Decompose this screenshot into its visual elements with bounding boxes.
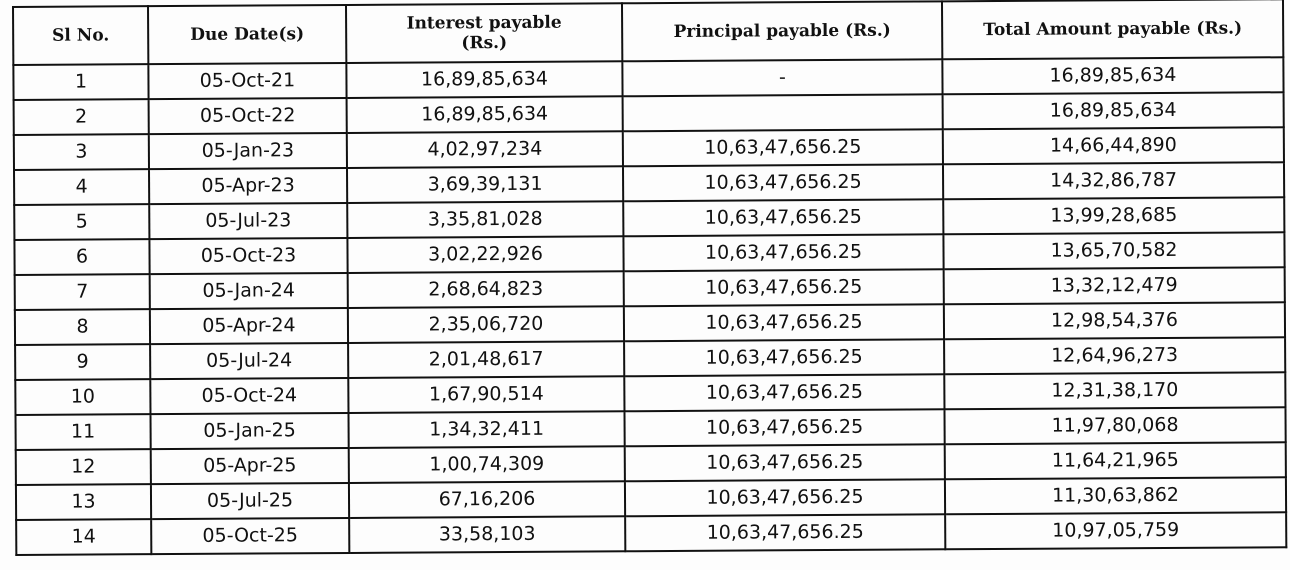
cell-interest-payable: 2,68,64,823	[348, 271, 624, 308]
cell-total-amount-payable: 11,30,63,862	[945, 477, 1286, 514]
cell-sl-no: 12	[16, 449, 151, 485]
cell-sl-no: 2	[14, 99, 149, 135]
cell-interest-payable: 16,89,85,634	[346, 61, 622, 98]
cell-sl-no: 5	[14, 204, 149, 240]
cell-total-amount-payable: 12,98,54,376	[944, 302, 1285, 339]
cell-sl-no: 6	[14, 239, 149, 275]
cell-principal-payable: -	[622, 59, 942, 96]
cell-principal-payable: 10,63,47,656.25	[624, 374, 944, 411]
cell-interest-payable: 67,16,206	[349, 481, 625, 518]
cell-due-date: 05-Jul-25	[151, 483, 349, 519]
header-interest-payable	[346, 3, 622, 63]
cell-sl-no: 9	[15, 344, 150, 380]
cell-interest-payable: 2,01,48,617	[348, 341, 624, 378]
table-row	[16, 512, 1286, 555]
cell-total-amount-payable: 12,31,38,170	[944, 372, 1285, 409]
cell-due-date: 05-Oct-21	[148, 63, 346, 99]
table-header	[13, 0, 1283, 65]
cell-due-date: 05-Oct-25	[151, 518, 349, 554]
cell-sl-no: 11	[15, 414, 150, 450]
cell-principal-payable: 10,63,47,656.25	[623, 129, 943, 166]
cell-sl-no: 14	[16, 519, 151, 555]
cell-total-amount-payable: 12,64,96,273	[944, 337, 1285, 374]
cell-total-amount-payable: 13,32,12,479	[944, 267, 1285, 304]
header-interest-payable-line2: (Rs.)	[461, 32, 508, 54]
cell-due-date: 05-Jul-23	[149, 203, 347, 239]
cell-total-amount-payable: 13,99,28,685	[943, 197, 1284, 234]
repayment-schedule-table	[12, 0, 1287, 556]
cell-interest-payable: 3,02,22,926	[347, 236, 623, 273]
cell-interest-payable: 1,67,90,514	[348, 376, 624, 413]
cell-due-date: 05-Oct-23	[149, 238, 347, 274]
cell-sl-no: 8	[15, 309, 150, 345]
cell-sl-no: 1	[13, 64, 148, 100]
cell-due-date: 05-Oct-22	[149, 98, 347, 134]
table-body	[13, 57, 1286, 555]
cell-interest-payable: 1,00,74,309	[349, 446, 625, 483]
cell-total-amount-payable: 16,89,85,634	[943, 92, 1284, 129]
cell-principal-payable: 10,63,47,656.25	[623, 199, 943, 236]
cell-due-date: 05-Jan-23	[149, 133, 347, 169]
cell-due-date: 05-Jan-25	[150, 413, 348, 449]
cell-due-date: 05-Apr-23	[149, 168, 347, 204]
cell-principal-payable: 10,63,47,656.25	[623, 164, 943, 201]
cell-due-date: 05-Apr-24	[150, 308, 348, 344]
cell-total-amount-payable: 16,89,85,634	[942, 57, 1283, 94]
cell-interest-payable: 2,35,06,720	[348, 306, 624, 343]
cell-total-amount-payable: 13,65,70,582	[943, 232, 1284, 269]
cell-interest-payable: 3,69,39,131	[347, 166, 623, 203]
cell-due-date: 05-Apr-25	[151, 448, 349, 484]
cell-interest-payable: 16,89,85,634	[347, 96, 623, 133]
cell-interest-payable: 1,34,32,411	[348, 411, 624, 448]
cell-total-amount-payable: 11,97,80,068	[944, 407, 1285, 444]
cell-sl-no: 10	[15, 379, 150, 415]
cell-interest-payable: 33,58,103	[349, 516, 625, 553]
cell-principal-payable: 10,63,47,656.25	[624, 339, 944, 376]
header-total-amount-payable: Total Amount payable (Rs.)	[942, 0, 1283, 59]
cell-sl-no: 13	[16, 484, 151, 520]
cell-due-date: 05-Jan-24	[150, 273, 348, 309]
cell-due-date: 05-Jul-24	[150, 343, 348, 379]
cell-principal-payable: 10,63,47,656.25	[624, 409, 944, 446]
cell-sl-no: 3	[14, 134, 149, 170]
cell-sl-no: 7	[15, 274, 150, 310]
cell-sl-no: 4	[14, 169, 149, 205]
header-interest-payable-line1: Interest payable	[406, 12, 562, 34]
cell-principal-payable: 10,63,47,656.25	[624, 269, 944, 306]
header-due-date: Due Date(s)	[148, 5, 346, 64]
cell-total-amount-payable: 10,97,05,759	[945, 512, 1286, 549]
header-row	[13, 0, 1283, 65]
cell-total-amount-payable: 14,66,44,890	[943, 127, 1284, 164]
cell-total-amount-payable: 11,64,21,965	[945, 442, 1286, 479]
cell-principal-payable	[623, 94, 943, 131]
cell-interest-payable: 3,35,81,028	[347, 201, 623, 238]
header-sl-no: Sl No.	[13, 6, 148, 65]
cell-principal-payable: 10,63,47,656.25	[624, 304, 944, 341]
cell-total-amount-payable: 14,32,86,787	[943, 162, 1284, 199]
cell-interest-payable: 4,02,97,234	[347, 131, 623, 168]
cell-principal-payable: 10,63,47,656.25	[625, 479, 945, 516]
cell-due-date: 05-Oct-24	[150, 378, 348, 414]
cell-principal-payable: 10,63,47,656.25	[623, 234, 943, 271]
header-principal-payable: Principal payable (Rs.)	[622, 1, 942, 61]
cell-principal-payable: 10,63,47,656.25	[625, 444, 945, 481]
cell-principal-payable: 10,63,47,656.25	[625, 514, 945, 551]
